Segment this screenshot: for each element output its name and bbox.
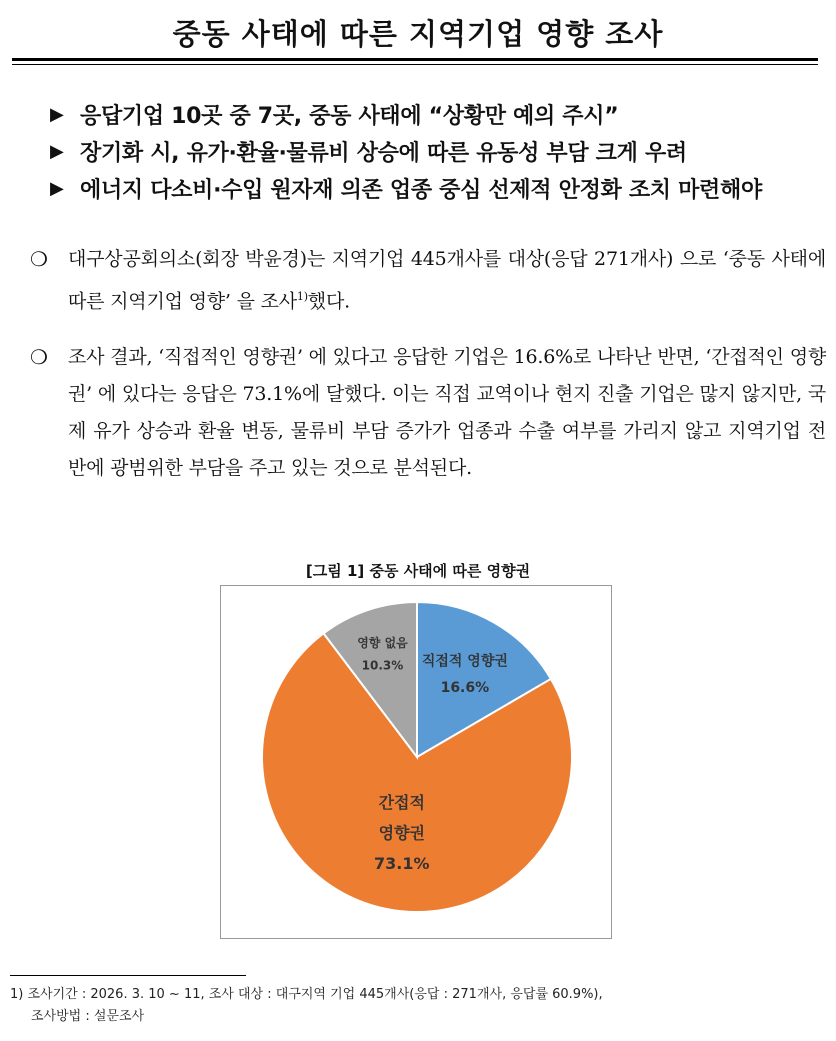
summary-bullets	[50, 96, 830, 207]
triangle-bullet-icon: ▶	[50, 141, 64, 162]
pie-slice-value-label: 10.3%	[361, 658, 404, 673]
pie-slice-label: 간접적	[378, 793, 425, 813]
footnote-reference: 1)	[296, 290, 308, 303]
figure-caption: [그림 1] 중동 사태에 따른 영향권	[305, 562, 531, 580]
title-rule-thin	[12, 64, 818, 65]
circle-bullet-icon: ❍	[30, 345, 48, 369]
pie-slice-label: 영향 없음	[357, 635, 408, 650]
footnote	[10, 984, 826, 1028]
pie-chart-frame	[220, 585, 612, 939]
pie-slice-label: 직접적 영향권	[421, 653, 508, 670]
footnote-marker: 1)	[10, 987, 24, 1002]
pie-slice-value-label: 73.1%	[374, 853, 430, 873]
paragraph-text: 대구상공회의소(회장 박윤경)는 지역기업 445개사를 대상(응답 271개사) 으로 ‘중동 사태에 따른 지역기업 영향’ 을 조사$^{1)}$했다.	[68, 248, 826, 313]
footnote-rule	[10, 975, 246, 976]
triangle-bullet-icon: ▶	[50, 178, 64, 199]
summary-bullet-text: 에너지 다소비·수입 원자재 의존 업종 중심 선제적 안정화 조치 마련해야	[80, 178, 762, 203]
summary-bullet	[50, 96, 830, 133]
summary-bullet-text: 응답기업 10곳 중 7곳, 중동 사태에 “상황만 예의 주시”	[80, 104, 619, 129]
summary-bullet-text: 장기화 시, 유가·환율·물류비 상승에 따른 유동성 부담 크게 우려	[80, 141, 687, 166]
page-title: 중동 사태에 따른 지역기업 영향 조사	[172, 17, 664, 51]
circle-bullet-icon: ❍	[30, 247, 48, 271]
paragraph-text: 조사 결과, ‘직접적인 영향권’ 에 있다고 응답한 기업은 16.6%로 나타난 반면, ‘간접적인 영향권’ 에 있다는 응답은 73.1%에 달했다. 이는 직접 교역이나 현지 진출 기업은 많지 않지만, 국제 유가 상승과 환율 변동, 물류비 부담 증가가 업종과 수출 여부를 가리지 않고 지역기업 전반에 광범위한 부담을 주고 있는 것으로 분석된다.	[68, 346, 826, 479]
triangle-bullet-icon: ▶	[50, 104, 64, 125]
pie-chart	[221, 586, 611, 938]
summary-bullet	[50, 170, 830, 207]
summary-bullet	[50, 133, 830, 170]
footnote-line: 1) 조사기간 : 2026. 3. 10 ~ 11, 조사 대상 : 대구지역 기업 445개사(응답 : 271개사, 응답률 60.9%),	[10, 987, 603, 1002]
footnote-line: 조사방법 : 설문조사	[31, 1009, 145, 1024]
title-rule-thick	[12, 58, 818, 61]
pie-slice-value-label: 16.6%	[440, 679, 490, 696]
paragraph-survey-overview	[30, 241, 826, 320]
paragraph-survey-results	[30, 339, 826, 487]
pie-slice-label: 영향권	[378, 823, 425, 843]
